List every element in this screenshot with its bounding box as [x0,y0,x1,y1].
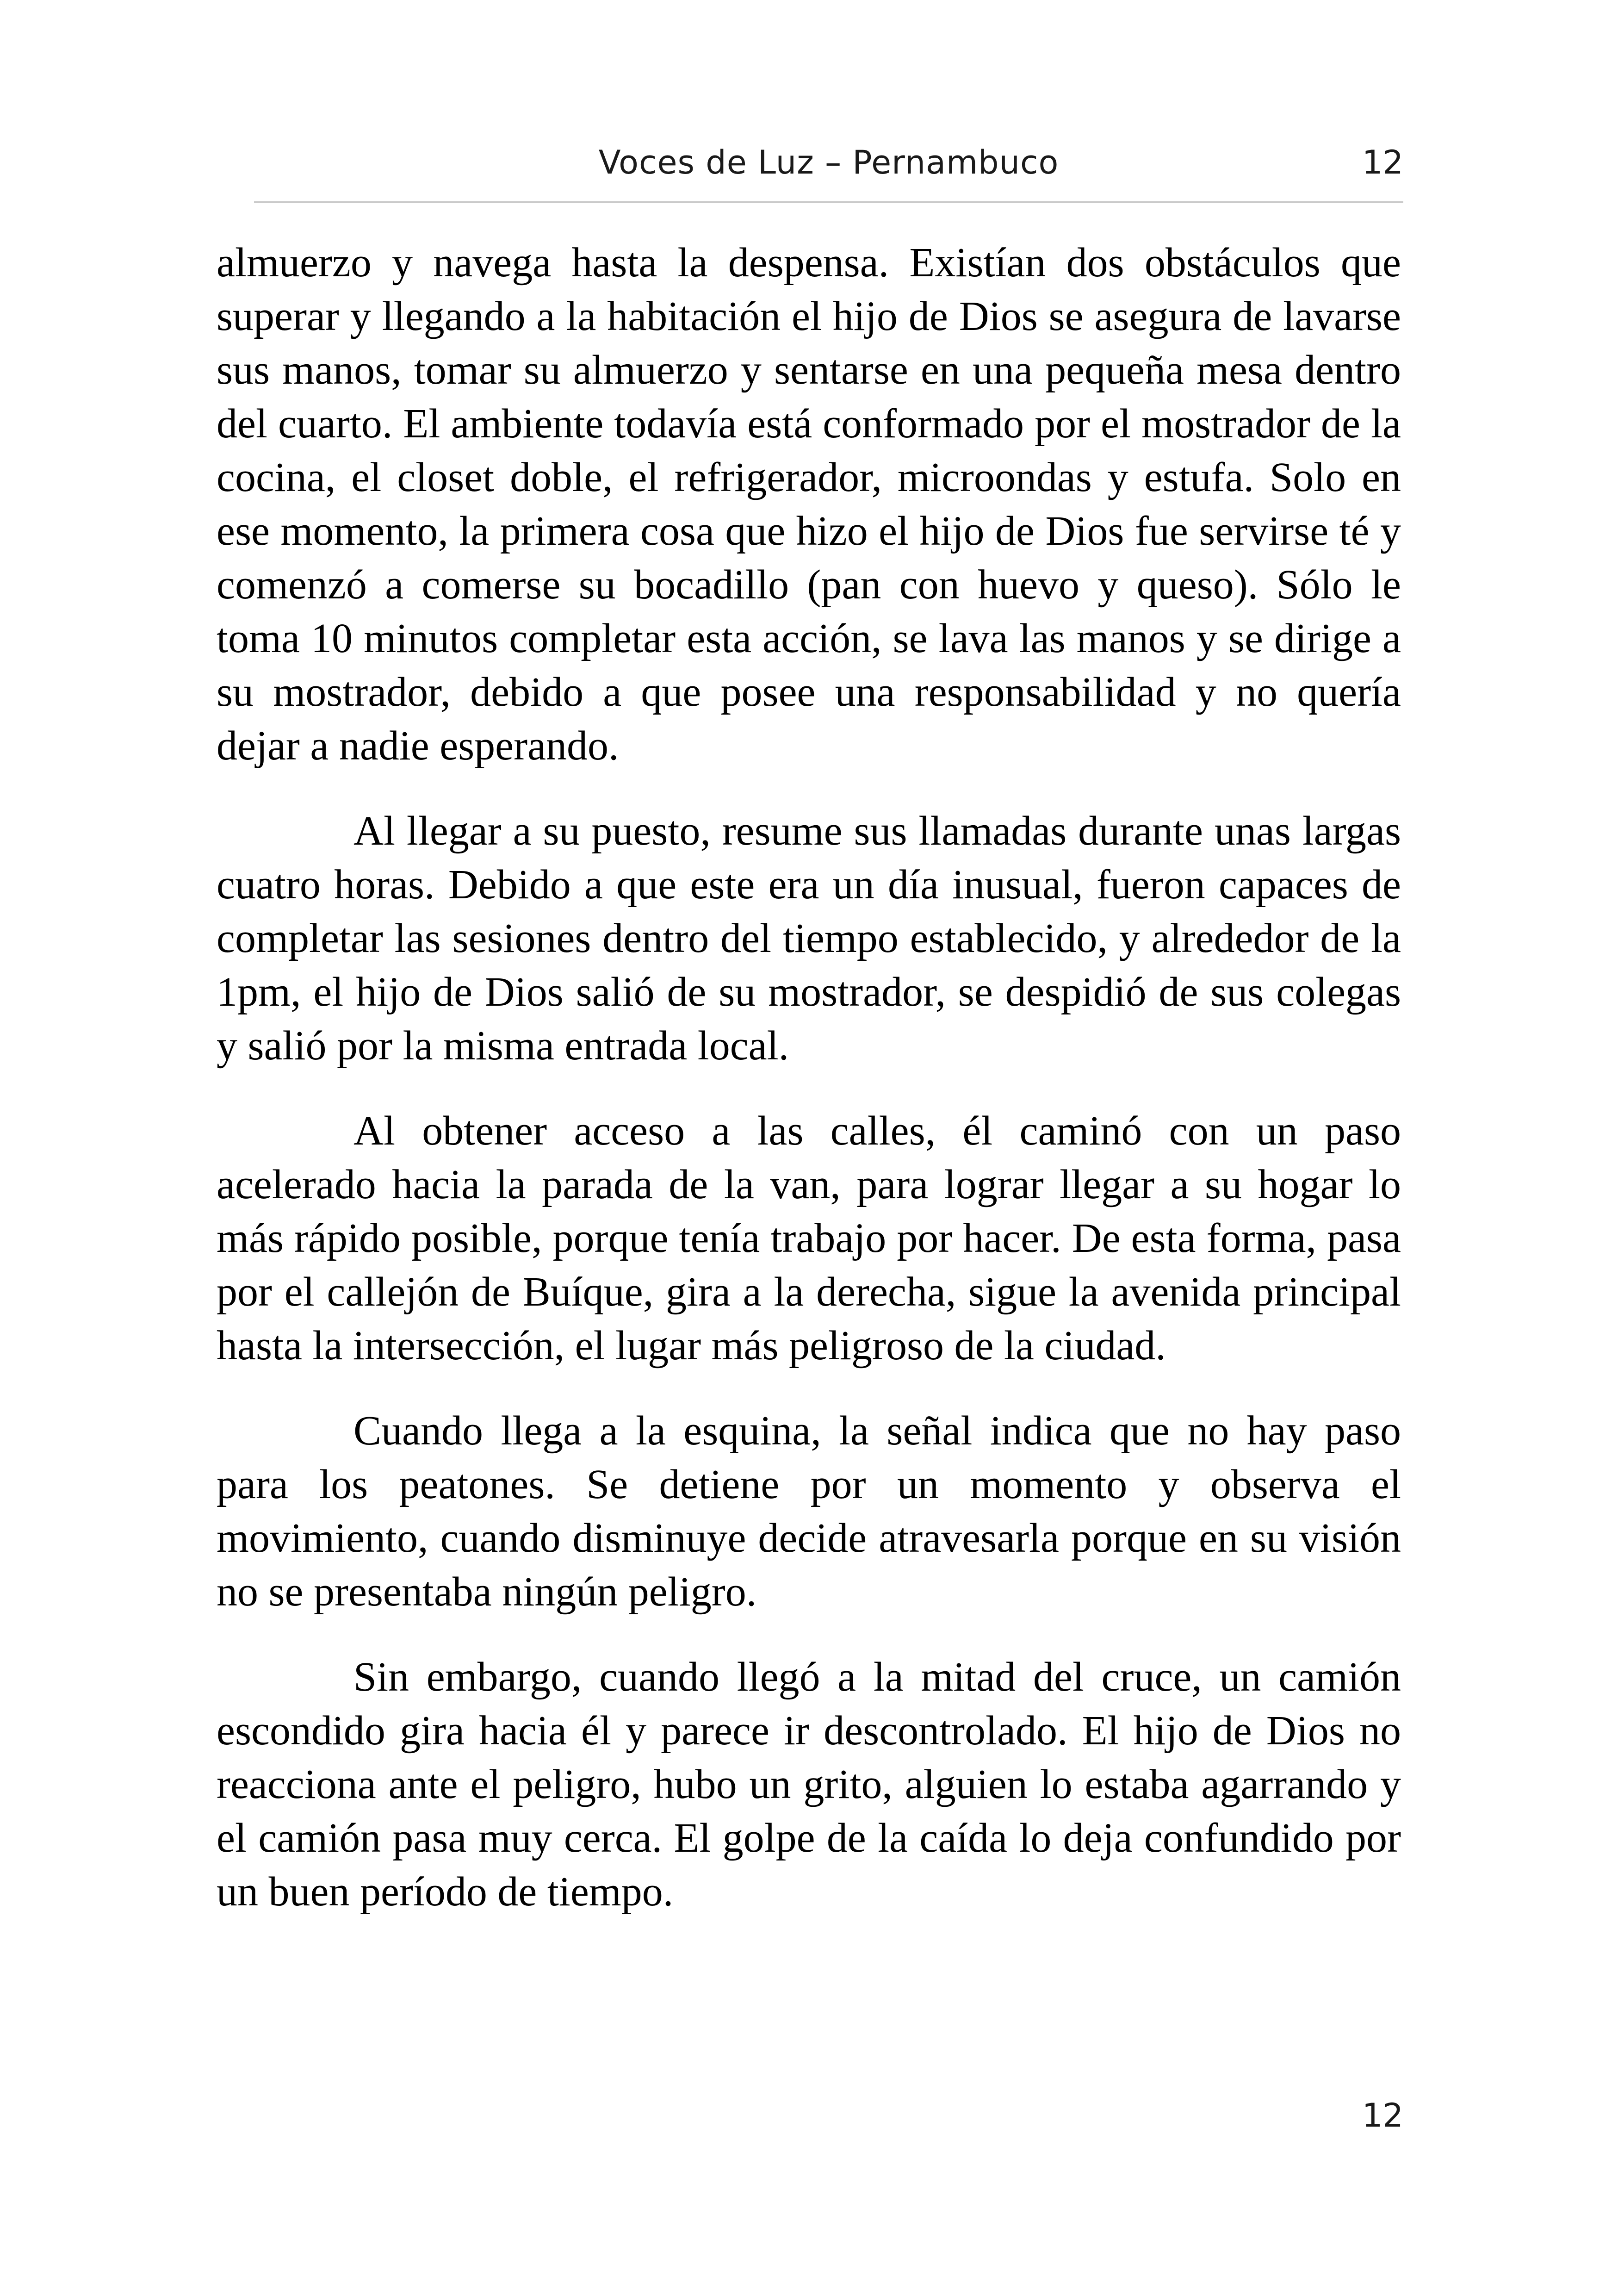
header-page-number: 12 [1362,143,1403,181]
header-divider [254,201,1403,203]
paragraph-3: Al obtener acceso a las calles, él caminó con un paso acelerado hacia la parada de la van, para lograr llegar a su hogar lo más rápido posible, porque tenía trabajo por hacer. De esta forma, pasa por el callejón de Buíque, gira a la derecha, sigue la avenida principal hasta la intersección, el lugar más peligroso de la ciudad. [217,1108,1401,1369]
paragraph-2: Al llegar a su puesto, resume sus llamadas durante unas largas cuatro horas. Debido a que este era un día inusual, fueron capaces de completar las sesiones dentro del tiempo establecido, y alrededor de la 1pm, el hijo de Dios salió de su mostrador, se despidió de sus colegas y salió por la misma entrada local. [217,808,1401,1069]
running-header-title: Voces de Luz – Pernambuco [598,143,1059,181]
running-header [254,134,1403,204]
paragraph-4: Cuando llega a la esquina, la señal indica que no hay paso para los peatones. Se detiene por un momento y observa el movimiento, cuando disminuye decide atravesarla porque en su visión no se presentaba ningún peligro. [217,1408,1401,1615]
body-text [217,236,1401,1950]
paragraph-5: Sin embargo, cuando llegó a la mitad del cruce, un camión escondido gira hacia él y parece ir descontrolado. El hijo de Dios no reacciona ante el peligro, hubo un grito, alguien lo estaba agarrando y el camión pasa muy cerca. El golpe de la caída lo deja confundido por un buen período de tiempo. [217,1654,1401,1915]
footer-page-number: 12 [1362,2097,1403,2134]
paragraph-1: almuerzo y navega hasta la despensa. Existían dos obstáculos que superar y llegando a la habitación el hijo de Dios se asegura de lavarse sus manos, tomar su almuerzo y sentarse en una pequeña mesa dentro del cuarto. El ambiente todavía está conformado por el mostrador de la cocina, el closet doble, el refrigerador, microondas y estufa. Solo en ese momento, la primera cosa que hizo el hijo de Dios fue servirse té y comenzó a comerse su bocadillo (pan con huevo y queso). Sólo le toma 10 minutos completar esta acción, se lava las manos y se dirige a su mostrador, debido a que posee una responsabilidad y no quería dejar a nadie esperando. [217,240,1401,769]
